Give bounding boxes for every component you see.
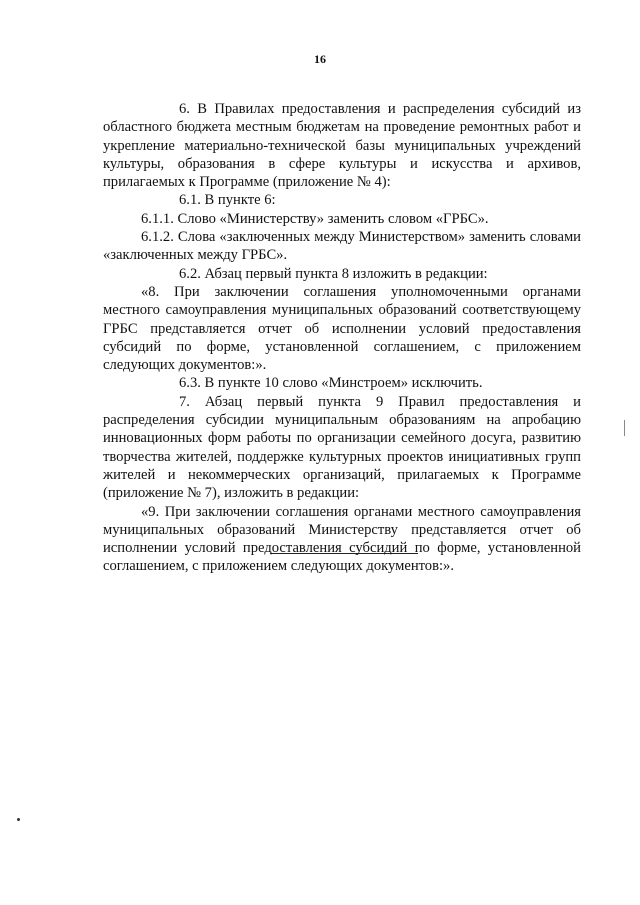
paragraph-number: 7. — [179, 393, 190, 410]
paragraph-quote-8 — [103, 283, 581, 374]
document-body — [103, 100, 581, 576]
paragraph-text: «9. При заключении соглашения органами местного самоуправления муниципальных образований Министерству представляется отчет об исполнении условий предоставления субсидий по форме, установленной соглашением, с приложением следующих документов:». — [103, 503, 581, 575]
paragraph-text: Абзац первый пункта 9 Правил предоставления и распределения субсидии муниципальным образованиям на апробацию инновационных форм работы по организации семейного досуга, развитию творчества жителей, поддержке культурных проектов инициативных групп жителей и некоммерческих организаций, прилагаемых к Программе (приложение № 7), изложить в редакции: — [103, 393, 581, 502]
paragraph-6 — [103, 100, 581, 191]
paragraph-6-1-2 — [103, 228, 581, 265]
paragraph-number: 6.3. — [179, 375, 201, 392]
page-number: 16 — [314, 52, 326, 66]
end-rule — [270, 553, 418, 554]
paragraph-number: 6.2. — [179, 265, 201, 282]
paragraph-number: 6.1.2. — [141, 229, 174, 246]
scan-dot — [17, 818, 20, 821]
paragraph-6-1-1 — [103, 210, 581, 228]
paragraph-number: 6.1.1. — [141, 210, 174, 227]
paragraph-number: 6. — [179, 101, 190, 117]
paragraph-6-1 — [103, 191, 581, 209]
scan-edge-mark — [624, 420, 625, 436]
paragraph-text: В Правилах предоставления и распределения субсидий из областного бюджета местным бюджетам на проведение ремонтных работ и укрепление материально-технической базы муниципальных учреждений культуры, образования в сфере культуры и искусства и архивов, прилагаемых к Программе (приложение № 4): — [103, 101, 581, 191]
paragraph-7 — [103, 393, 581, 503]
paragraph-quote-9 — [103, 503, 581, 576]
paragraph-6-2 — [103, 265, 581, 283]
paragraph-text: В пункте 6: — [204, 192, 276, 209]
paragraph-text: Слово «Министерству» заменить словом «ГРБС». — [177, 210, 489, 227]
paragraph-text: В пункте 10 слово «Минстроем» исключить. — [204, 375, 483, 392]
paragraph-6-3 — [103, 374, 581, 392]
paragraph-text: Абзац первый пункта 8 изложить в редакции: — [204, 265, 488, 282]
paragraph-number: 6.1. — [179, 192, 201, 209]
paragraph-text: Слова «заключенных между Министерством» заменить словами «заключенных между ГРБС». — [103, 229, 581, 264]
paragraph-text: «8. При заключении соглашения уполномоченными органами местного самоуправления муниципальных образований соответствующему ГРБС представляется отчет об исполнении условий предоставления субсидий по форме, установленной соглашением, с приложением следующих документов:». — [103, 283, 581, 374]
